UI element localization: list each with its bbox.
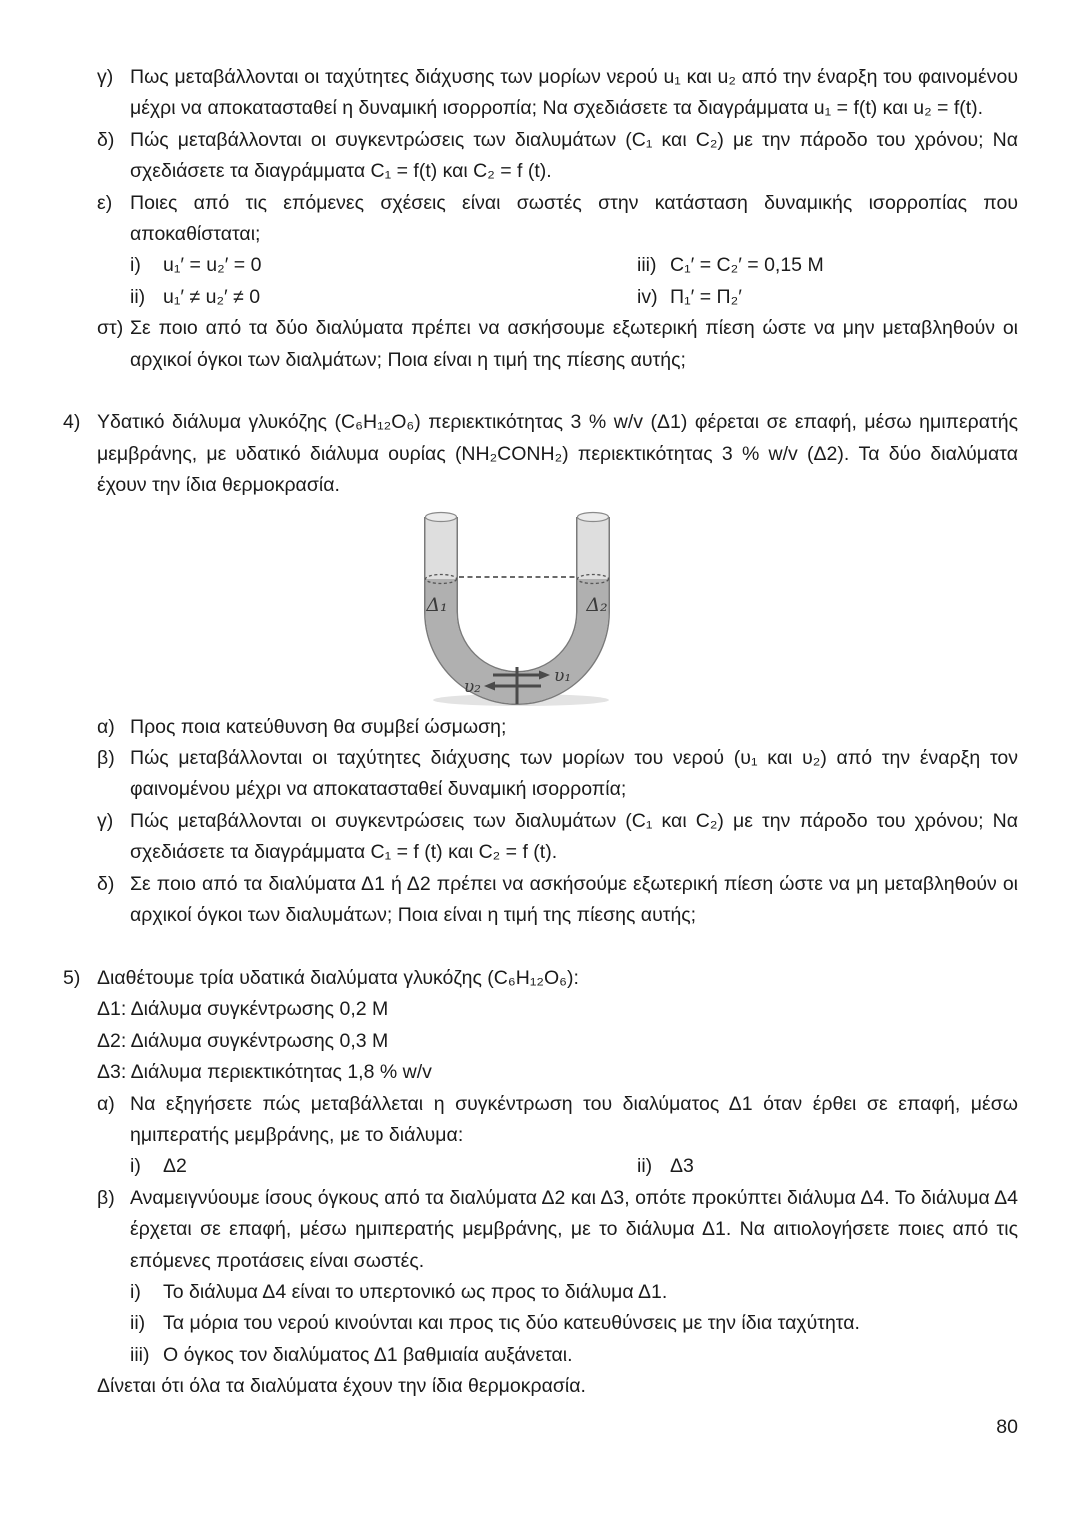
item-label: β) <box>97 747 115 770</box>
right-solution-label: Δ₂ <box>586 593 608 616</box>
sub-item-iii <box>0 1340 1018 1371</box>
sub-item-ii <box>0 1308 1018 1339</box>
velocity-right-label: υ₁ <box>554 665 572 686</box>
question-5-section <box>0 963 1018 1403</box>
question-text: Διαθέτουμε τρία υδατικά διαλύματα γλυκόζης (C₆H₁₂O₆): <box>97 966 579 989</box>
question-text: Υδατικό διάλυμα γλυκόζης (C₆H₁₂O₆) περιεκτικότητας 3 % w/v (Δ1) φέρεται σε επαφή, μέσω ημιπερατής μεμβράνης, με υδατικό διάλυμα ουρίας (NH₂CONH₂) περιεκτικότητας 3 % w/v (Δ2). Τα δύο διαλύματα έχουν την ίδια θερμοκρασία. <box>97 411 1018 497</box>
item-label: δ) <box>97 872 115 895</box>
item-text: Ο όγκος τον διαλύματος Δ1 βαθμιαία αυξάνεται. <box>163 1343 573 1366</box>
page-number: 80 <box>996 1416 1018 1438</box>
option-text: C₁′ = C₂′ = 0,15 M <box>670 254 824 277</box>
section-gap <box>0 932 1018 963</box>
question-5-intro <box>0 963 1018 994</box>
list-item-gamma <box>0 62 1018 125</box>
item-text: Αναμειγνύουμε ίσους όγκους από τα διαλύματα Δ2 και Δ3, οπότε προκύπτει διάλυμα Δ4. Το διάλυμα Δ4 έρχεται σε επαφή, μέσω ημιπερατής μεμβράνης, με το διάλυμα Δ1. Να αιτιολογήσετε ποιες από τις επόμενες προτάσεις είναι σωστές. <box>130 1186 1018 1272</box>
item-label: α) <box>97 715 115 738</box>
item-text: Πώς μεταβάλλονται οι συγκεντρώσεις των διαλυμάτων (C₁ και C₂) με την πάροδο του χρόνου; Να σχεδιάσετε τα διαγράμματα C₁ = f (t) και C₂ = f (t). <box>130 809 1018 864</box>
item-text: Τα μόρια του νερού κινούνται και προς τις δύο κατευθύνσεις με την ίδια ταχύτητα. <box>163 1312 860 1335</box>
option-text: Π₁′ = Π₂′ <box>670 285 742 308</box>
list-item-delta <box>0 125 1018 188</box>
option-label: ii) <box>637 1155 653 1178</box>
list-item-gamma <box>0 806 1018 869</box>
option-label: iv) <box>637 285 658 308</box>
item-text: Πώς μεταβάλλονται οι συγκεντρώσεις των διαλυμάτων (C₁ και C₂) με την πάροδο του χρόνου; Να σχεδιάσετε τα διαγράμματα C₁ = f(t) και C₂ = f (t). <box>130 128 1018 183</box>
right-tube-opening <box>578 512 609 521</box>
item-text: Το διάλυμα Δ4 είναι το υπερτονικό ως προς το διάλυμα Δ1. <box>163 1280 668 1303</box>
item-label: γ) <box>97 66 114 88</box>
item-label: iii) <box>130 1343 150 1366</box>
item-text: Ποιες από τις επόμενες σχέσεις είναι σωστές στην κατάσταση δυναμικής ισορροπίας που αποκαθίσταται; <box>130 191 1018 246</box>
solution-line: Δ3: Διάλυμα περιεκτικότητας 1,8 % w/v <box>97 1061 432 1084</box>
list-item-alpha <box>0 712 1018 743</box>
list-item-beta <box>0 1183 1018 1277</box>
question-4-intro <box>0 407 1018 501</box>
item-label: i) <box>130 1280 141 1303</box>
list-item-beta <box>0 743 1018 806</box>
question-4-section <box>0 407 1018 931</box>
option-text: Δ3 <box>670 1155 694 1178</box>
item-label: α) <box>97 1092 115 1115</box>
solution-line: Δ2: Διάλυμα συγκέντρωσης 0,3 Μ <box>97 1029 389 1052</box>
item-text: Σε ποιο από τα δύο διαλύματα πρέπει να ασκήσουμε εξωτερική πίεση ώστε να μην μεταβληθούν οι αρχικοί όγκοι των διαλμάτων; Ποια είναι η τιμή της πίεσης αυτής; <box>130 317 1018 371</box>
list-item-st <box>0 313 1018 376</box>
item-text: Πως μεταβάλλονται οι ταχύτητες διάχυσης των μορίων νερού u₁ και u₂ από την έναρξη του φαινομένου μέχρι να αποκατασταθεί η δυναμική ισορροπία; Να σχεδιάσετε τα διαγράμματα u₁ = f(t) και u₂ = f(t). <box>130 66 1018 120</box>
list-item-epsilon <box>0 188 1018 251</box>
question-number: 5) <box>63 966 81 989</box>
item-label: ii) <box>130 1312 146 1335</box>
option-label: ii) <box>130 285 146 308</box>
section-gap <box>0 376 1018 407</box>
option-text: u₁′ ≠ u₂′ ≠ 0 <box>163 285 261 308</box>
utube-svg <box>399 507 649 707</box>
item-text: Προς ποια κατεύθυνση θα συμβεί ώσμωση; <box>130 715 507 738</box>
item-label: ε) <box>97 191 113 214</box>
item-label: β) <box>97 1186 115 1209</box>
item-label: δ) <box>97 128 115 151</box>
left-solution-label: Δ₁ <box>426 593 448 616</box>
option-text: u₁′ = u₂′ = 0 <box>163 254 262 277</box>
item-text: Να εξηγήσετε πώς μεταβάλλεται η συγκέντρωση του διαλύματος Δ1 όταν έρθει σε επαφή, μέσω ημιπερατής μεμβράνης, με το διάλυμα: <box>130 1092 1018 1146</box>
velocity-left-label: υ₂ <box>463 676 481 697</box>
item-label: στ) <box>97 317 124 340</box>
list-item-delta <box>0 869 1018 932</box>
left-tube-opening <box>426 512 457 521</box>
option-label: i) <box>130 254 141 277</box>
footer-note: Δίνεται ότι όλα τα διαλύματα έχουν την ίδια θερμοκρασία. <box>97 1375 586 1398</box>
sub-item-i <box>0 1277 1018 1308</box>
item-label: γ) <box>97 809 114 832</box>
option-row <box>0 282 1018 313</box>
option-text: Δ2 <box>163 1155 187 1178</box>
question-number: 4) <box>63 411 81 434</box>
question-3-section <box>0 62 1018 376</box>
item-text: Σε ποιο από τα διαλύματα Δ1 ή Δ2 πρέπει να ασκήσούμε εξωτερική πίεση ώστε να μη μεταβληθούν οι αρχικοί όγκοι των διαλυμάτων; Ποια είναι η τιμή της πίεσης αυτής; <box>130 872 1018 927</box>
utube-diagram <box>0 502 1018 712</box>
option-row <box>0 1151 1018 1182</box>
solution-line: Δ1: Διάλυμα συγκέντρωσης 0,2 Μ <box>97 998 389 1021</box>
option-row <box>0 250 1018 281</box>
option-label: i) <box>130 1155 141 1178</box>
item-text: Πώς μεταβάλλονται οι ταχύτητες διάχυσης των μορίων του νερού (υ₁ και υ₂) από την έναρξη τον φαινομένου μέχρι να αποκατασταθεί δυναμική ισορροπία; <box>130 747 1018 801</box>
list-item-alpha <box>0 1089 1018 1152</box>
option-label: iii) <box>637 254 657 277</box>
